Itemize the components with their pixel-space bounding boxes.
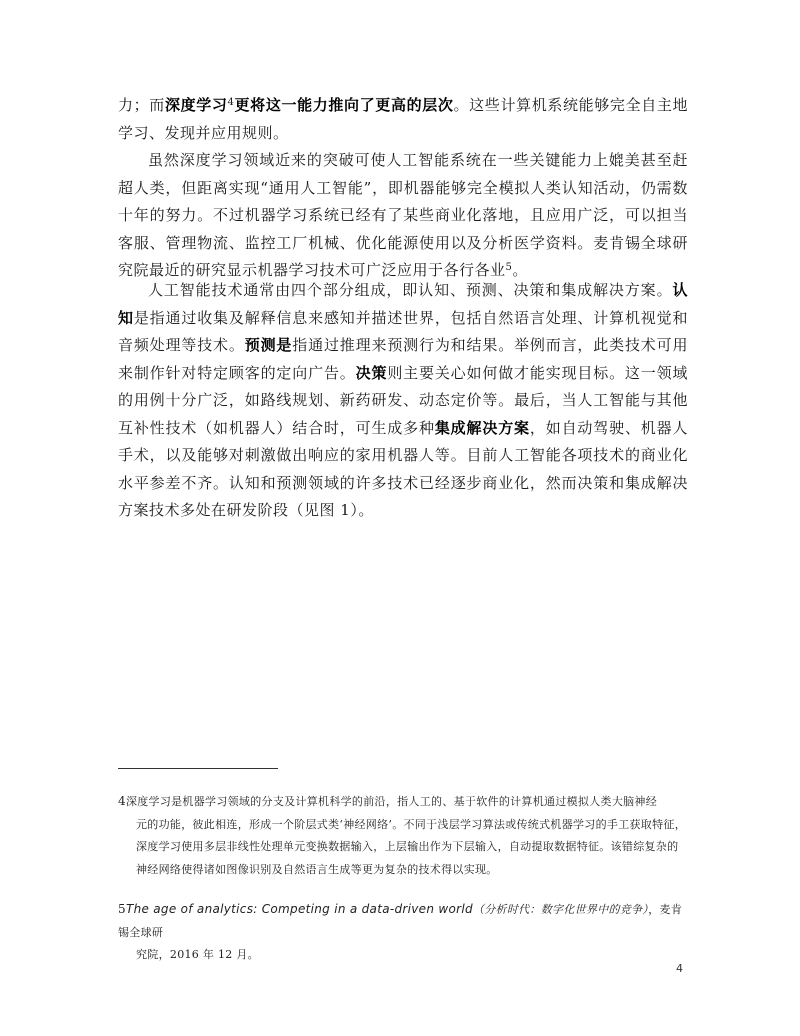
text-run: 人工智能技术通常由四个部分组成，即认知、预测、决策和集成解决方案。 (148, 281, 673, 299)
body-paragraph-3 (118, 277, 688, 525)
text-run: 是指通过收集及解释信息来感知并描述世界，包括自然语言处理、计算机视觉和音频处理等技术。 (118, 308, 688, 354)
footnote-text: ，麦肯锡全球研 (118, 903, 683, 939)
footnote-divider (118, 768, 278, 769)
page-number: 4 (676, 962, 683, 975)
bold-term-prediction: 预测是 (244, 336, 293, 354)
footnote-text: 深度学习是机器学习领域的分支及计算机科学的前沿，指人工的、基于软件的计算机通过模拟人类大脑神经 (125, 795, 658, 808)
bold-term-cognition: 认知 (118, 281, 688, 327)
text-run: 则主要关心如何做才能实现目标。这一领域的用例十分广泛，如路线规划、新药研发、动态定价等。最后，当人工智能与其他互补性技术（如机器人）结合时，可生成多种 (118, 363, 688, 437)
footnote-report-title-zh: （分析时代：数字化世界中的竞争） (472, 903, 649, 916)
bold-phrase: 更将这一能力推向了更高的层次 (234, 96, 454, 114)
text-run: 虽然深度学习领域近来的突破可使人工智能系统在一些关键能力上媲美甚至赶超人类，但距离实现“通用人工智能”，即机器能够完全模拟人类认知活动，仍需数十年的努力。不过机器学习系统已经有了某些商业化落地，且应用广泛，可以担当客服、管理物流、监控工厂机械、优化能源使用以及分析医学资料。麦肯锡全球研究院最近的研究显示机器学习技术可广泛应用于各行各业 (118, 151, 688, 279)
footnote-report-title: The age of analytics: Competing in a data-driven world (125, 902, 473, 916)
footnote-number: 5 (118, 902, 126, 916)
text-run: 。这些计算机系统能够完全自主地学习、发现并应用规则。 (118, 96, 688, 142)
footnote-ref-5[interactable]: 5 (505, 262, 513, 273)
body-paragraph-2 (118, 147, 688, 285)
footnote-5 (118, 898, 688, 967)
bold-term-integrated-solutions: 集成解决方案 (434, 418, 530, 437)
text-run: 。 (512, 261, 528, 279)
bold-term-deep-learning: 深度学习 (164, 96, 228, 114)
footnote-text-continued: 元的功能，彼此相连，形成一个阶层式类‘神经网络’。不同于浅层学习算法或传统式机器学习的手工获取特征，深度学习使用多层非线性处理单元变换数据输入，上层输出作为下层输入，自动提取数据特征。该错综复杂的神经网络使得诸如图像识别及自然语言生成等更为复杂的技术得以实现。 (136, 817, 686, 876)
footnote-ref-4[interactable]: 4 (227, 97, 235, 108)
bold-term-decision: 决策 (355, 363, 388, 382)
text-run: 指通过推理来预测行为和结果。举例而言，此类技术可用来制作针对特定顾客的定向广告。 (118, 336, 688, 382)
footnote-text-continued: 究院，2016 年 12 月。 (136, 948, 259, 961)
text-run: 力；而 (118, 96, 165, 114)
footnote-number: 4 (118, 794, 126, 808)
footnote-4 (118, 790, 688, 881)
text-run: ，如自动驾驶、机器人手术，以及能够对刺激做出响应的家用机器人等。目前人工智能各项技术的商业化水平参差不齐。认知和预测领域的许多技术已经逐步商业化，然而决策和集成解决方案技术多处在研发阶段（见图 1）。 (118, 418, 688, 519)
body-paragraph-1 (118, 92, 688, 147)
